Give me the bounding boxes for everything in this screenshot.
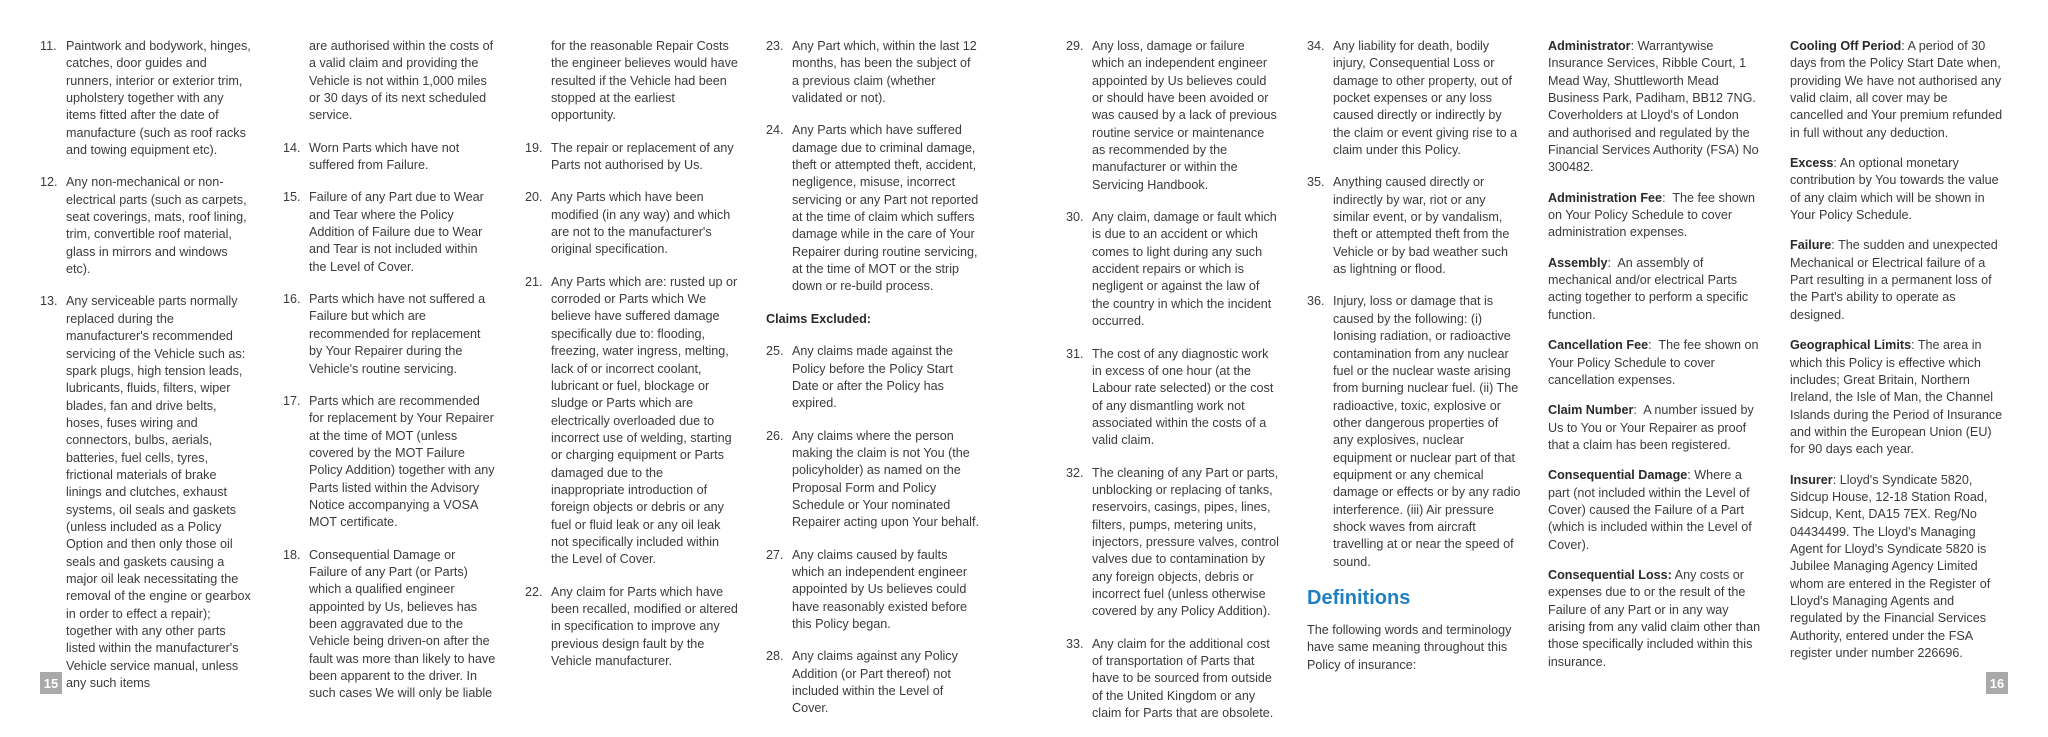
definition-entry [1790, 337, 2004, 458]
definition-term: Excess [1790, 156, 1834, 171]
definition-text: The fee shown on Your Policy Schedule to cover cancellation expenses. [1548, 338, 1759, 387]
item-text: Any Parts which are: rusted up or corroded or Parts which We believe have suffered damage specifically due to: flooding, freezing, water ingress, melting, lack of or incorrect coolant, lubricant or fuel, blockage or sludge or Parts which are electrically overloaded due to incorrect use of welding, starting or charging equipment or Parts damaged due to the inappropriate introduction of foreign objects or debris or any fuel or fluid leak or any oil leak not specifically included within the Level of Cover. [551, 274, 738, 567]
exclusion-item [1066, 636, 1280, 723]
exclusion-item [766, 648, 980, 717]
exclusion-item [40, 174, 254, 278]
definition-separator: : [1831, 238, 1839, 253]
item-number: 24. [766, 123, 784, 138]
item-text: Any claim for the additional cost of transportation of Parts that have to be sourced from outside of the United Kingdom or any claim for Parts that are obsolete. [1092, 636, 1274, 721]
definition-term: Consequential Damage [1548, 468, 1688, 483]
exclusion-item [766, 122, 980, 295]
exclusion-item [525, 189, 739, 258]
item-number: 14. [283, 140, 301, 155]
item-number: 21. [525, 274, 543, 289]
definition-separator: : [1911, 338, 1918, 353]
item-text: Any claim for Parts which have been recalled, modified or altered in specification to improve any previous design fault by the Vehicle manufacturer. [551, 584, 738, 668]
exclusion-item [1066, 38, 1280, 194]
definition-term: Assembly [1548, 255, 1608, 270]
claims-excluded-heading: Claims Excluded: [766, 311, 871, 326]
item-number: 30. [1066, 210, 1084, 225]
item-number: 23. [766, 39, 784, 53]
continued-text: are authorised within the costs of a valid claim and providing the Vehicle is not within 1,000 miles or 30 days of its next scheduled service. [309, 39, 494, 123]
item-number: 34. [1307, 39, 1325, 53]
definition-entry [1548, 402, 1762, 454]
exclusion-item [283, 547, 497, 703]
definition-separator: : [1630, 39, 1638, 53]
definition-entry [1548, 337, 1762, 389]
item-text: Any claim, damage or fault which is due to an accident or which comes to light during any such accident repairs or which is negligent or against the law of the country in which the incident occurred. [1092, 210, 1277, 329]
exclusion-item [525, 584, 739, 671]
exclusions-column-6 [1307, 38, 1521, 674]
definition-entry [1548, 255, 1762, 324]
definition-term: Insurer [1790, 472, 1833, 487]
exclusion-item [40, 293, 254, 692]
exclusion-item [283, 140, 497, 175]
item-number: 12. [40, 175, 58, 190]
definition-text: Lloyd's Syndicate 5820, Sidcup House, 12-18 Station Road, Sidcup, Kent, DA15 7EX. Reg/No 04434499. The Lloyd's Managing Agent for Lloyd's Syndicate 5820 is Jubilee Managing Agency Limited whom are entered in the Register of Lloyd's Managing Agents and regulated by the Financial Services Authority, entered under the FSA register under number 226696. [1790, 472, 1991, 660]
definition-text: The fee shown on Your Policy Schedule to cover administration expenses. [1548, 190, 1755, 240]
page-number-left: 15 [40, 672, 62, 694]
exclusion-item [1307, 293, 1521, 571]
definition-separator: : [1607, 255, 1618, 270]
item-number: 35. [1307, 175, 1325, 190]
item-text: Consequential Damage or Failure of any Part (or Parts) which a qualified engineer appointed by Us, believes has been aggravated due to the Vehicle being driven-on after the fault was more than likely to have been apparent to the driver. In such cases We will only be liable [309, 547, 496, 701]
item-number: 32. [1066, 465, 1084, 480]
item-text: Paintwork and bodywork, hinges, catches, door guides and runners, interior or exterior trim, upholstery together with any items fitted after the date of manufacture (such as roof racks and towing equipment etc). [66, 39, 251, 158]
item-number: 33. [1066, 636, 1084, 651]
definition-entry [1548, 190, 1762, 242]
exclusions-column-3 [525, 38, 739, 685]
exclusion-item [1307, 174, 1521, 278]
exclusion-item [766, 547, 980, 634]
item-text: Any Part which, within the last 12 months, has been the subject of a previous claim (whether validated or not). [792, 39, 977, 106]
item-text: The cleaning of any Part or parts, unblocking or replacing of tanks, reservoirs, casings, pipes, lines, filters, pumps, metering units, injectors, pressure valves, control valves due to contamination by any foreign objects, debris or incorrect fuel (unless otherwise covered by any Policy Addition). [1092, 465, 1279, 619]
definition-term: Consequential Loss: [1548, 567, 1672, 582]
definition-separator: : [1832, 472, 1840, 487]
item-number: 19. [525, 140, 543, 155]
item-text: Worn Parts which have not suffered from Failure. [309, 140, 460, 173]
item-text: Any claims made against the Policy before the Policy Start Date or after the Policy has expired. [792, 344, 954, 411]
exclusion-item [1066, 209, 1280, 330]
definition-term: Failure [1790, 238, 1832, 253]
item-text: Failure of any Part due to Wear and Tear where the Policy Addition of Failure due to Wear and Tear is not included within the Level of Cover. [309, 190, 484, 274]
definition-term: Cancellation Fee [1548, 338, 1649, 353]
definition-text: A period of 30 days from the Policy Start Date when, providing We have not authorised any valid claim, all cover may be cancelled and Your premium refunded in full without any deduction. [1790, 39, 2003, 140]
definition-entry [1790, 472, 2004, 663]
item-text: Any serviceable parts normally replaced during the manufacturer's recommended servicing of the Vehicle such as: spark plugs, high tension leads, lubricants, fluids, filters, wiper blades, fan and drive belts, hoses, fuses wiring and connectors, bulbs, aerials, batteries, fuel cells, tyres, frictional materials of brake linings and clutches, exhaust systems, oil seals and gaskets (unless included as a Policy Option and then only those oil seals and gaskets causing a major oil leak necessitating the removal of the engine or gearbox in order to effect a repair); together with any other parts listed within the manufacturer's Vehicle service manual, unless any such items [66, 294, 251, 691]
definition-text: The area in which this Policy is effective which includes; Great Britain, Northern Ireland, the Isle of Man, the Channel Islands during the Period of Insurance and within the European Union (EU) for 90 days each year. [1790, 338, 2003, 457]
page-number-right: 16 [1986, 672, 2008, 694]
exclusions-column-5 [1066, 38, 1280, 737]
exclusion-item [766, 343, 980, 412]
exclusion-item [525, 140, 739, 175]
item-number: 27. [766, 547, 784, 562]
exclusion-item [766, 38, 980, 107]
definition-separator: : [1901, 39, 1908, 53]
item-text: Injury, loss or damage that is caused by the following: (i) Ionising radiation, or radioactive contamination from any nuclear fuel or the nuclear waste arising from burning nuclear fuel. (ii) The radioactive, toxic, explosive or other dangerous properties of any explosives, nuclear equipment or nuclear part of that equipment or any chemical damage or effects or by any radio interference. (iii) Air pressure shock waves from aircraft travelling at or near the speed of sound. [1333, 294, 1521, 569]
definition-text: Warrantywise Insurance Services, Ribble Court, 1 Mead Way, Shuttleworth Mead Business Park, Padiham, BB12 7NG. Coverholders at Lloyd's of London and authorised and regulated by the Financial Services Authority (FSA) No 300482. [1548, 39, 1759, 175]
definition-term: Administrator [1548, 39, 1631, 53]
exclusion-item [1066, 465, 1280, 621]
definition-text: An optional monetary contribution by You towards the value of any claim which will be shown in Your Policy Schedule. [1790, 156, 1999, 223]
item-number: 13. [40, 294, 58, 309]
definition-entry [1548, 467, 1762, 554]
item-number: 11. [40, 39, 57, 53]
definitions-intro: The following words and terminology have same meaning throughout this Policy of insurance: [1307, 622, 1512, 672]
definition-text: The sudden and unexpected Mechanical or Electrical failure of a Part resulting in a permanent loss of the Part's ability to operate as designed. [1790, 238, 1998, 322]
exclusions-column-2 [283, 38, 497, 718]
definitions-column-2 [1790, 38, 2004, 675]
item-number: 22. [525, 584, 543, 599]
item-text: Any non-mechanical or non-electrical parts (such as carpets, seat coverings, mats, roof lining, trim, convertible roof material, glass in mirrors and windows etc). [66, 175, 247, 277]
definition-term: Administration Fee [1548, 190, 1663, 205]
item-number: 16. [283, 292, 301, 307]
exclusion-item [1066, 346, 1280, 450]
exclusions-column-4 [766, 38, 980, 733]
item-text: The cost of any diagnostic work in excess of one hour (at the Labour rate selected) or the cost of any dismantling work not associated within the costs of a valid claim. [1092, 346, 1274, 448]
exclusion-item [1307, 38, 1521, 159]
definition-text: A number issued by Us to You or Your Repairer as proof that a claim has been registered. [1548, 403, 1754, 452]
exclusion-item [283, 189, 497, 276]
definition-entry [1790, 38, 2004, 142]
item-text: Any claims caused by faults which an independent engineer appointed by Us believes could have reasonably existed before this Policy began. [792, 547, 968, 631]
exclusion-item [525, 274, 739, 569]
item-number: 18. [283, 547, 301, 562]
item-number: 31. [1066, 346, 1084, 361]
definitions-heading: Definitions [1307, 586, 1411, 609]
definition-separator: : [1662, 190, 1673, 205]
item-text: Parts which are recommended for replacement by Your Repairer at the time of MOT (unless covered by the MOT Failure Policy Addition) together with any Parts listed within the Advisory Notice accompanying a VOSA MOT certificate. [309, 393, 495, 530]
item-text: Anything caused directly or indirectly by war, riot or any similar event, or by vandalism, theft or attempted theft from the Vehicle or by bad weather such as lightning or flood. [1333, 175, 1510, 277]
item-number: 28. [766, 649, 784, 664]
item-text: The repair or replacement of any Parts not authorised by Us. [551, 140, 734, 173]
definition-text: An assembly of mechanical and/or electrical Parts acting together to perform a specific function. [1548, 255, 1749, 322]
item-number: 29. [1066, 39, 1084, 53]
item-number: 20. [525, 190, 543, 205]
item-text: Any loss, damage or failure which an independent engineer appointed by Us believes could or should have been avoided or was caused by a lack of previous routine service or maintenance as recommended by the manufacturer or within the Servicing Handbook. [1092, 39, 1277, 192]
definitions-column-1 [1548, 38, 1762, 684]
definition-term: Geographical Limits [1790, 338, 1912, 353]
item-text: Any Parts which have suffered damage due to criminal damage, theft or attempted theft, accident, negligence, misuse, incorrect servicing or any Part not reported at the time of claim which suffers damage while in the care of Your Repairer during routine servicing, at the time of MOT or the strip down or re-build process. [792, 123, 979, 294]
definition-text: Where a part (not included within the Level of Cover) caused the Failure of a Part (which is included within the Level of Cover). [1548, 468, 1752, 552]
exclusions-column-1 [40, 38, 254, 707]
item-text: Parts which have not suffered a Failure but which are recommended for replacement by Your Repairer during the Vehicle's routine servicing. [309, 292, 486, 376]
definition-entry [1548, 567, 1762, 671]
definition-separator: : [1633, 403, 1644, 418]
item-number: 25. [766, 344, 784, 359]
definition-entry [1790, 155, 2004, 224]
item-text: Any claims where the person making the claim is not You (the policyholder) as named on the Proposal Form and Policy Schedule or Your nominated Repairer acting upon Your behalf. [792, 428, 979, 530]
item-text: Any liability for death, bodily injury, Consequential Loss or damage to other property, out of pocket expenses or any loss caused directly or indirectly by the claim or event giving rise to a claim under this Policy. [1333, 39, 1518, 158]
definition-term: Cooling Off Period [1790, 39, 1902, 53]
continued-text: for the reasonable Repair Costs the engineer believes would have resulted if the Vehicle had been stopped at the earliest opportunity. [551, 39, 738, 123]
item-number: 36. [1307, 294, 1325, 309]
item-number: 15. [283, 190, 301, 205]
item-text: Any claims against any Policy Addition (or Part thereof) not included within the Level of Cover. [792, 649, 958, 716]
definition-separator: : [1833, 156, 1840, 171]
item-number: 26. [766, 428, 784, 443]
definition-entry [1548, 38, 1762, 177]
definition-entry [1790, 237, 2004, 324]
definition-separator: : [1648, 338, 1659, 353]
definition-term: Claim Number [1548, 403, 1634, 418]
item-number: 17. [283, 393, 301, 408]
exclusion-item [283, 291, 497, 378]
exclusion-item [766, 428, 980, 532]
exclusion-item [283, 393, 497, 532]
exclusion-item [40, 38, 254, 159]
definition-separator: : [1687, 468, 1695, 483]
item-text: Any Parts which have been modified (in any way) and which are not to the manufacturer's original specification. [551, 190, 731, 257]
definition-text: Any costs or expenses due to or the result of the Failure of any Part or in any way arising from any valid claim other than those specifically included within this insurance. [1548, 567, 1761, 669]
